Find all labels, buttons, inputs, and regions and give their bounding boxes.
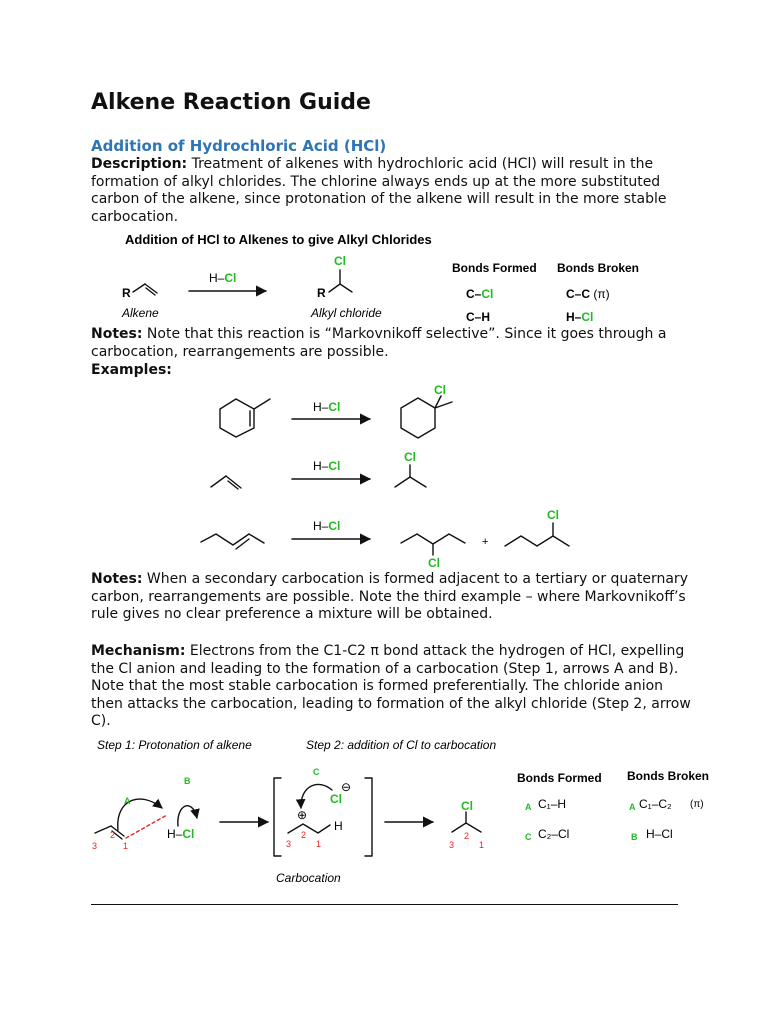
product-carbon-2: 2 <box>464 831 470 841</box>
step-1-caption: Step 1: Protonation of alkene <box>97 738 252 752</box>
formed-c1-h: C₁–H <box>538 797 567 811</box>
carbon-3-label: 3 <box>92 841 98 851</box>
formed-c-letter: C <box>525 832 532 842</box>
propene-structure <box>211 476 241 489</box>
mech-bonds-formed-header: Bonds Formed <box>517 771 602 785</box>
section-heading: Addition of Hydrochloric Acid (HCl) <box>91 137 387 155</box>
formed-c2-cl: C₂–Cl <box>538 827 570 841</box>
alkene-structure <box>133 284 157 295</box>
bracket-right <box>365 778 372 856</box>
reagent-hcl <box>209 271 236 285</box>
reagent-cl: Cl <box>328 519 341 533</box>
bond-formed-c-h: C–H <box>466 310 491 324</box>
arrow-c-label: C <box>313 767 320 777</box>
broken-a-letter: A <box>629 802 636 812</box>
arrow-a-label: A <box>124 796 131 806</box>
scheme-title: Addition of HCl to Alkenes to give Alkyl Chlorides <box>125 232 432 247</box>
bond-cl: Cl <box>481 287 494 301</box>
bond-formed-c-cl <box>466 287 493 301</box>
scheme-hcl-addition <box>121 232 639 324</box>
reagent-dash: – <box>217 271 225 285</box>
arrow-b-curve <box>178 806 197 826</box>
reagent-dash: – <box>321 400 329 414</box>
bond-cl: Cl <box>581 310 594 324</box>
product-carbon-3: 3 <box>449 840 455 850</box>
bond-pi: (π) <box>593 287 610 301</box>
notes-label-2: Notes: <box>91 571 143 587</box>
cation-carbon-1: 1 <box>316 839 322 849</box>
negative-charge: ⊖ <box>341 780 352 794</box>
bonds-broken-header: Bonds Broken <box>557 261 640 275</box>
product-structure <box>452 812 481 832</box>
alkene-caption: Alkene <box>122 306 159 320</box>
carbocation-caption: Carbocation <box>276 871 341 885</box>
reagent-cl: Cl <box>328 400 341 414</box>
carbon-2-label: 2 <box>110 830 116 840</box>
alkene-r-label: R <box>122 286 131 300</box>
positive-charge: ⊕ <box>297 808 308 822</box>
broken-h-cl: H–Cl <box>646 827 673 841</box>
product-cl: Cl <box>461 799 473 813</box>
bond-h: H– <box>566 310 582 324</box>
reagent-cl: Cl <box>328 459 341 473</box>
reagent-dash: – <box>321 519 329 533</box>
pentene-structure <box>201 534 264 549</box>
example-3-reagent <box>313 519 340 533</box>
arrow-b-label: B <box>184 776 191 786</box>
hcl-cl: Cl <box>182 827 195 841</box>
page-title: Alkene Reaction Guide <box>91 90 371 115</box>
isopropyl-chloride-structure <box>395 465 426 487</box>
broken-pi: (π) <box>690 799 704 810</box>
mechanism-label: Mechanism: <box>91 643 186 659</box>
example-3-cl-b: Cl <box>547 508 559 522</box>
example-1-reagent <box>313 400 340 414</box>
cation-carbon-3: 3 <box>286 839 292 849</box>
alkyl-chloride-structure <box>329 270 352 292</box>
step1-hcl <box>167 827 194 841</box>
2-chloropentane-structure <box>505 523 569 546</box>
bonds-formed-header: Bonds Formed <box>452 261 537 275</box>
notes-text-1: Note that this reaction is “Markovnikoff selective”. Since it goes through a carbocation, rearrangements are possible. <box>91 326 667 360</box>
mech-bonds-broken-header: Bonds Broken <box>627 769 710 783</box>
examples-label: Examples: <box>91 362 172 378</box>
chloride-anion: Cl <box>330 792 342 806</box>
mechanism-text: Electrons from the C1-C2 π bond attack the hydrogen of HCl, expelling the Cl anion and leading to the formation of a carbocation (Step 1, arrows A and B). Note that the most stable carbocation is formed preferentially. The chloride anion then attacks the carbocation, leading to formation of the alkyl chloride (Step 2, arrow C). <box>91 643 691 729</box>
example-2-reagent <box>313 459 340 473</box>
example-1-cl: Cl <box>434 383 446 397</box>
forming-bond-dashed <box>126 815 167 838</box>
plus-sign: + <box>482 536 489 548</box>
carbocation-h: H <box>334 819 343 833</box>
mechanism-scheme <box>92 738 709 885</box>
example-3 <box>201 508 569 570</box>
reagent-h: H <box>313 459 322 473</box>
chloromethylcyclohexane-structure <box>401 396 452 438</box>
description-label: Description: <box>91 156 188 172</box>
cation-carbon-2: 2 <box>301 830 307 840</box>
broken-b-letter: B <box>631 832 638 842</box>
product-r-label: R <box>317 286 326 300</box>
notes-text-2: When a secondary carbocation is formed adjacent to a tertiary or quaternary carbon, rearrangements are possible. Note the third example – where Markovnikoff’s rule gives no clear preference a mixture will be obtained. <box>91 571 688 622</box>
reagent-h: H <box>313 519 322 533</box>
product-cl: Cl <box>334 254 346 268</box>
notes-label-1: Notes: <box>91 326 143 342</box>
bond-c: C– <box>466 287 482 301</box>
carbon-1-label: 1 <box>123 841 129 851</box>
reagent-h: H <box>209 271 218 285</box>
carbocation-structure <box>288 824 330 833</box>
reagent-dash: – <box>321 459 329 473</box>
example-2-cl: Cl <box>404 450 416 464</box>
step-2-caption: Step 2: addition of Cl to carbocation <box>306 738 497 752</box>
hcl-dash: – <box>175 827 183 841</box>
hcl-h: H <box>167 827 176 841</box>
reagent-cl: Cl <box>224 271 237 285</box>
arrow-c-curve <box>301 784 332 808</box>
example-1 <box>220 383 452 438</box>
reagent-h: H <box>313 400 322 414</box>
formed-a-letter: A <box>525 802 532 812</box>
broken-c1-c2: C₁–C₂ <box>639 797 672 811</box>
bond-cc: C–C <box>566 287 594 301</box>
product-caption: Alkyl chloride <box>311 306 382 320</box>
bond-broken-c-c <box>566 287 610 301</box>
description-text: Treatment of alkenes with hydrochloric acid (HCl) will result in the formation of alkyl chlorides. The chlorine always ends up at the more substituted carbon of the alkene, since protonation of the alkene will result in the more stable carbocation. <box>91 156 667 225</box>
example-3-cl-a: Cl <box>428 556 440 570</box>
methylcyclohexene-structure <box>220 399 270 437</box>
3-chloropentane-structure <box>401 534 465 555</box>
bracket-left <box>274 778 281 856</box>
product-carbon-1: 1 <box>479 840 485 850</box>
bond-broken-h-cl <box>566 310 593 324</box>
example-2 <box>211 450 426 489</box>
horizontal-rule <box>91 904 678 905</box>
